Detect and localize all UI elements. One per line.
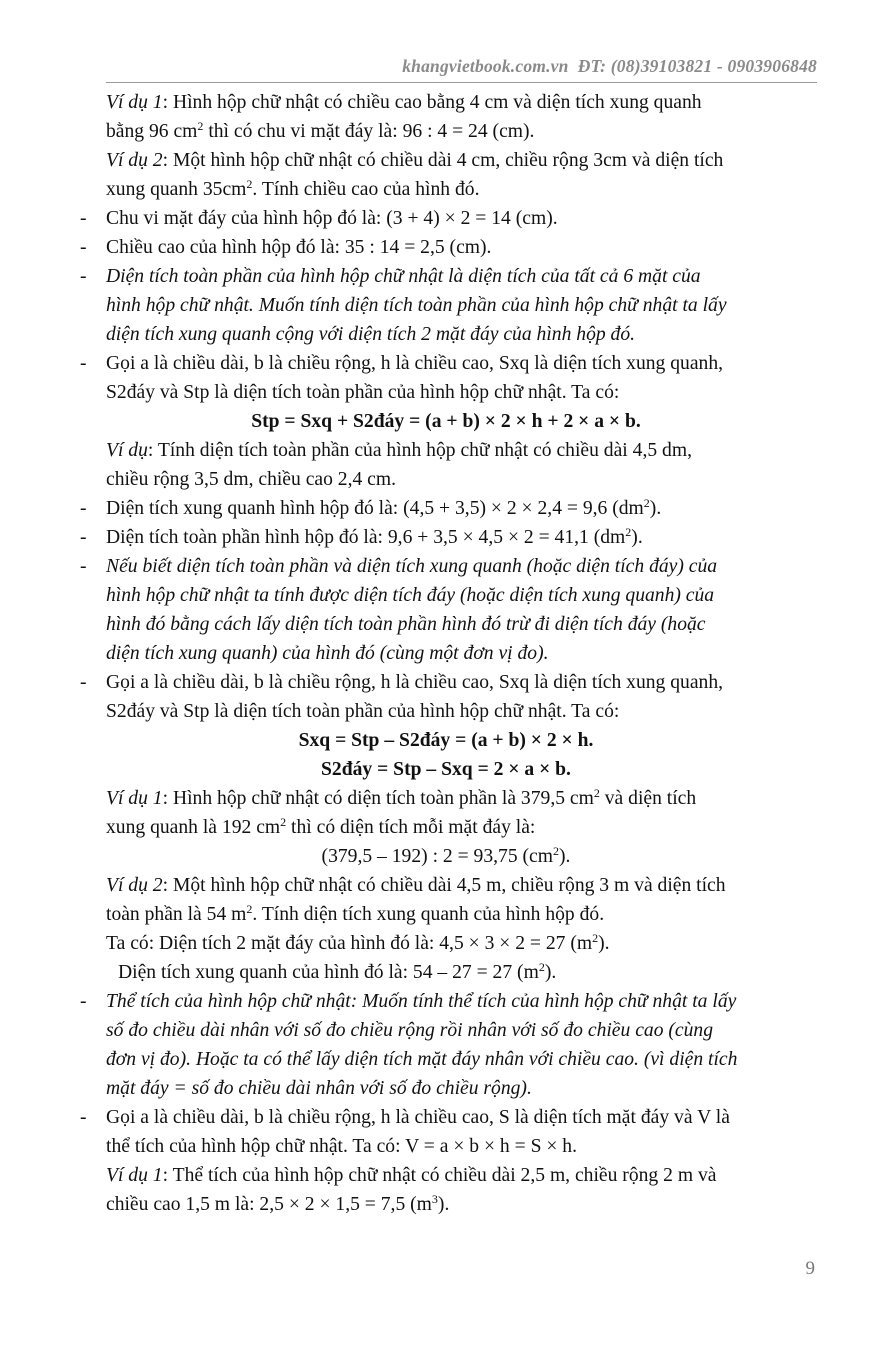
bullet-line: - Diện tích xung quanh hình hộp đó là: (4,5 + 3,5) × 2 × 2,4 = 9,6 $(dm^2)$. [80,496,662,519]
bullet-line: - Diện tích toàn phần hình hộp đó là: 9,6 + 3,5 × 4,5 × 2 = 41,1 $(dm^2)$. [80,525,643,548]
bullet-line: - Gọi a là chiều dài, b là chiều rộng, h là chiều cao, S là diện tích mặt đáy và V là [80,1107,730,1128]
line: xung quanh là 192 $cm^2$ thì có diện tích mỗi mặt đáy là: [106,815,536,838]
page-header [0,56,817,77]
line: Ví dụ 1: Thể tích của hình hộp chữ nhật có chiều dài 2,5 m, chiều rộng 2 m và [106,1165,717,1186]
line: mặt đáy = số đo chiều dài nhân với số đo chiều rộng). [106,1078,532,1099]
header-contact: ĐT: (08)39103821 - 0903906848 [577,56,817,76]
line: số đo chiều dài nhân với số đo chiều rộng rồi nhân với số đo chiều cao (cùng [106,1020,714,1041]
line: bằng 96 $cm^2$ thì có chu vi mặt đáy là: 96 : 4 = 24 (cm). [106,119,535,142]
line: thể tích của hình hộp chữ nhật. Ta có: V = a × b × h = S × h. [106,1136,578,1157]
line: xung quanh $35cm^2$. Tính chiều cao của hình đó. [106,177,480,200]
line: hình hộp chữ nhật ta tính được diện tích đáy (hoặc diện tích xung quanh) của [106,585,715,606]
page-body [76,88,816,1219]
line: Ví dụ 2: Một hình hộp chữ nhật có chiều dài 4,5 m, chiều rộng 3 m và diện tích [106,875,726,896]
line: Ví dụ 1: Hình hộp chữ nhật có chiều cao bằng 4 cm và diện tích xung quanh [106,92,702,113]
header-rule [106,82,817,83]
bullet-line: - Gọi a là chiều dài, b là chiều rộng, h là chiều cao, Sxq là diện tích xung quanh, [80,672,724,693]
header-site: khangvietbook.com.vn [402,56,569,76]
line: diện tích xung quanh cộng với diện tích 2 mặt đáy của hình hộp đó. [106,324,636,345]
formula-line: (379,5 – 192) : 2 = 93,75 $(cm^2)$. [321,844,571,867]
bullet-line: - Diện tích toàn phần của hình hộp chữ nhật là diện tích của tất cả 6 mặt của [80,266,701,287]
bullet-line: - Chu vi mặt đáy của hình hộp đó là: (3 + 4) × 2 = 14 (cm). [80,208,558,229]
bullet-line: - Gọi a là chiều dài, b là chiều rộng, h là chiều cao, Sxq là diện tích xung quanh, [80,353,724,374]
formula-line: S2đáy = Stp – Sxq = 2 × a × b. [321,759,571,780]
line: S2đáy và Stp là diện tích toàn phần của hình hộp chữ nhật. Ta có: [106,701,620,722]
formula-line: Stp = Sxq + S2đáy = (a + b) × 2 × h + 2 × a × b. [251,411,641,432]
line: diện tích xung quanh) của hình đó (cùng một đơn vị đo). [106,643,549,664]
line: Ví dụ: Tính diện tích toàn phần của hình hộp chữ nhật có chiều dài 4,5 dm, [106,440,692,461]
line: Ta có: Diện tích 2 mặt đáy của hình đó là: 4,5 × 3 × 2 = 27 $(m^2)$. [106,931,610,954]
page-number: 9 [805,1258,815,1279]
line: Ví dụ 1: Hình hộp chữ nhật có diện tích toàn phần là 379,5 $cm^2$ và diện tích [106,786,697,809]
line: chiều rộng 3,5 dm, chiều cao 2,4 cm. [106,469,397,490]
line: hình đó bằng cách lấy diện tích toàn phần hình đó trừ đi diện tích đáy (hoặc [106,614,706,635]
line: toàn phần là 54 $m^2$. Tính diện tích xung quanh của hình hộp đó. [106,902,605,925]
bullet-line: - Nếu biết diện tích toàn phần và diện tích xung quanh (hoặc diện tích đáy) của [80,556,718,577]
bullet-line: - Chiều cao của hình hộp đó là: 35 : 14 = 2,5 (cm). [80,237,492,258]
line: hình hộp chữ nhật. Muốn tính diện tích toàn phần của hình hộp chữ nhật ta lấy [106,295,727,316]
line: Diện tích xung quanh của hình đó là: 54 – 27 = 27 $(m^2)$. [118,960,557,983]
line: S2đáy và Stp là diện tích toàn phần của hình hộp chữ nhật. Ta có: [106,382,620,403]
bullet-line: - Thể tích của hình hộp chữ nhật: Muốn tính thể tích của hình hộp chữ nhật ta lấy [80,991,737,1012]
formula-line: Sxq = Stp – S2đáy = (a + b) × 2 × h. [298,730,594,751]
line: Ví dụ 2: Một hình hộp chữ nhật có chiều dài 4 cm, chiều rộng 3cm và diện tích [106,150,724,171]
line: đơn vị đo). Hoặc ta có thể lấy diện tích mặt đáy nhân với chiều cao. (vì diện tích [106,1049,738,1070]
line: chiều cao 1,5 m là: 2,5 × 2 × 1,5 = 7,5 $(m^3)$. [106,1192,450,1215]
